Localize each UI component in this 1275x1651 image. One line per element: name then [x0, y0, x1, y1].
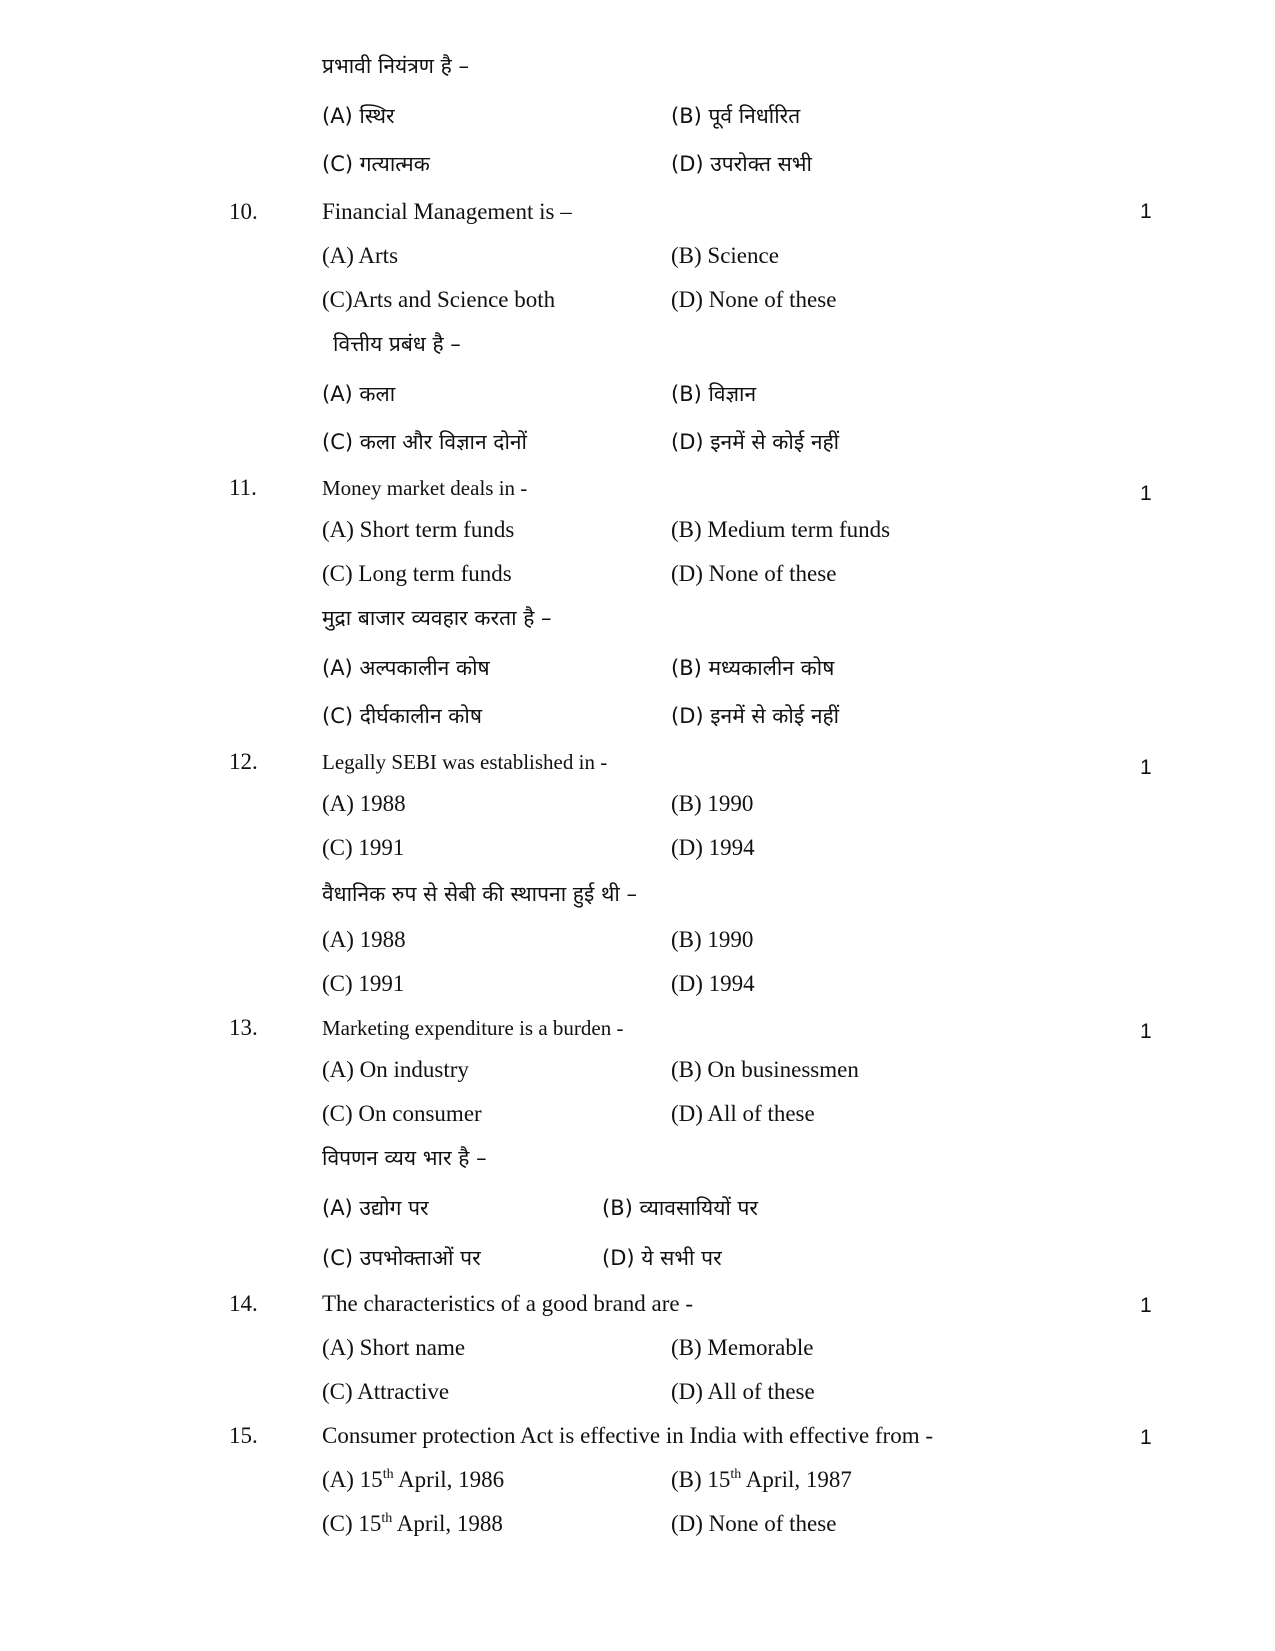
q11-option-b: (B) Medium term funds [671, 517, 891, 542]
q11-option-c-hindi: (C) दीर्घकालीन कोष [322, 704, 483, 728]
q13-option-c: (C) On consumer [322, 1101, 482, 1126]
q10-stem-hindi: वित्तीय प्रबंध है – [333, 332, 461, 356]
q13-option-d-hindi: (D) ये सभी पर [602, 1246, 722, 1270]
q9-option-d-hindi: (D) उपरोक्त सभी [671, 152, 812, 176]
q10-option-d-hindi: (D) इनमें से कोई नहीं [671, 430, 840, 454]
q11-option-d-hindi: (D) इनमें से कोई नहीं [671, 704, 840, 728]
q12-option-d: (D) 1994 [671, 835, 755, 860]
q10-option-b: (B) Science [671, 243, 779, 268]
q13-option-d: (D) All of these [671, 1101, 815, 1126]
q14-option-b: (B) Memorable [671, 1335, 814, 1360]
q12-stem-hindi: वैधानिक रुप से सेबी की स्थापना हुई थी – [322, 882, 637, 906]
q10-option-a-hindi: (A) कला [322, 382, 396, 406]
q11-option-a: (A) Short term funds [322, 517, 515, 542]
q11-marks: 1 [1140, 482, 1152, 505]
q13-option-b: (B) On businessmen [671, 1057, 859, 1082]
q9-option-c-hindi: (C) गत्यात्मक [322, 152, 430, 176]
q11-number: 11. [229, 475, 257, 500]
q13-stem-hindi: विपणन व्यय भार है – [322, 1146, 487, 1170]
q14-marks: 1 [1140, 1294, 1152, 1317]
q15-stem: Consumer protection Act is effective in India with effective from - [322, 1423, 934, 1448]
q12-option-d-hindi: (D) 1994 [671, 971, 755, 996]
q14-option-a: (A) Short name [322, 1335, 466, 1360]
q13-option-a: (A) On industry [322, 1057, 469, 1082]
q13-option-c-hindi: (C) उपभोक्ताओं पर [322, 1246, 481, 1270]
q14-option-c: (C) Attractive [322, 1379, 450, 1404]
q14-option-d: (D) All of these [671, 1379, 815, 1404]
q11-option-a-hindi: (A) अल्पकालीन कोष [322, 656, 490, 680]
q12-option-c: (C) 1991 [322, 835, 405, 860]
q13-stem: Marketing expenditure is a burden - [322, 1016, 624, 1040]
q13-option-a-hindi: (A) उद्योग पर [322, 1196, 429, 1220]
q10-marks: 1 [1140, 200, 1152, 223]
q12-option-b: (B) 1990 [671, 791, 754, 816]
q13-marks: 1 [1140, 1020, 1152, 1043]
q9-stem-hindi: प्रभावी नियंत्रण है – [322, 54, 469, 78]
q10-number: 10. [229, 199, 258, 224]
q12-option-b-hindi: (B) 1990 [671, 927, 754, 952]
q12-option-a-hindi: (A) 1988 [322, 927, 406, 952]
q10-option-c-hindi: (C) कला और विज्ञान दोनों [322, 430, 527, 454]
q15-number: 15. [229, 1423, 258, 1448]
q10-stem: Financial Management is – [322, 199, 572, 224]
q12-marks: 1 [1140, 756, 1152, 779]
q13-option-b-hindi: (B) व्यावसायियों पर [602, 1196, 759, 1220]
q10-option-a: (A) Arts [322, 243, 399, 268]
q10-option-b-hindi: (B) विज्ञान [671, 382, 757, 406]
q11-option-b-hindi: (B) मध्यकालीन कोष [671, 656, 835, 680]
q12-number: 12. [229, 749, 258, 774]
q9-option-a-hindi: (A) स्थिर [322, 104, 395, 128]
q11-option-d: (D) None of these [671, 561, 837, 586]
q11-option-c: (C) Long term funds [322, 561, 512, 586]
q14-number: 14. [229, 1291, 258, 1316]
q15-marks: 1 [1140, 1426, 1152, 1449]
q15-option-d: (D) None of these [671, 1511, 837, 1536]
q11-stem: Money market deals in - [322, 476, 528, 500]
q12-stem: Legally SEBI was established in - [322, 750, 608, 774]
q15-option-c: (C) 15th April, 1988 [322, 1511, 503, 1536]
q11-stem-hindi: मुद्रा बाजार व्यवहार करता है – [322, 606, 552, 630]
q9-option-b-hindi: (B) पूर्व निर्धारित [671, 104, 801, 128]
q15-option-a: (A) 15th April, 1986 [322, 1467, 505, 1492]
q14-stem: The characteristics of a good brand are - [322, 1291, 694, 1316]
q15-option-b: (B) 15th April, 1987 [671, 1467, 852, 1492]
q10-option-c: (C)Arts and Science both [322, 287, 556, 312]
q12-option-a: (A) 1988 [322, 791, 406, 816]
q13-number: 13. [229, 1015, 258, 1040]
q12-option-c-hindi: (C) 1991 [322, 971, 405, 996]
q10-option-d: (D) None of these [671, 287, 837, 312]
